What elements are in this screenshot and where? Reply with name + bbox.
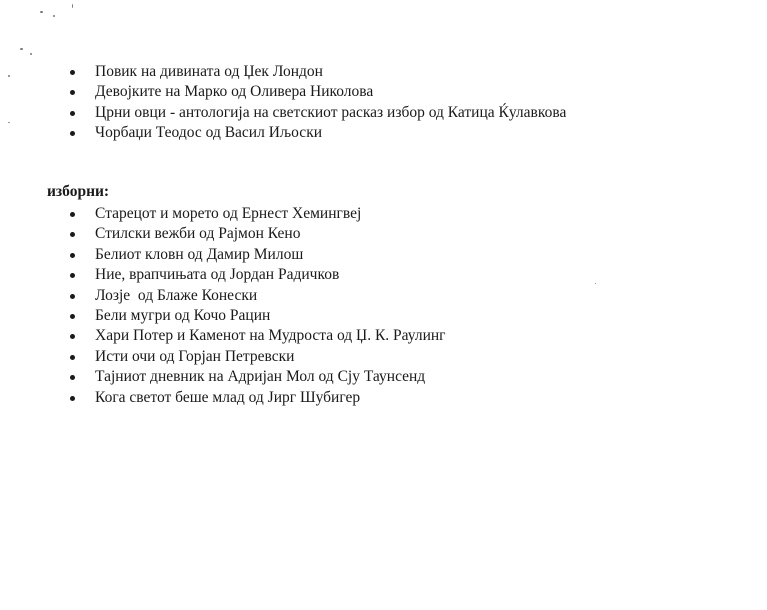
list-item — [70, 82, 566, 102]
bullet-icon — [70, 334, 75, 339]
bullet-icon — [70, 212, 75, 217]
bullet-icon — [70, 314, 75, 319]
elective-heading: изборни: — [47, 183, 110, 200]
book-title: Старецот и морето од Ернест Хемингвеј — [95, 205, 362, 222]
list-item — [70, 103, 566, 123]
book-title: Бели мугри од Кочо Рацин — [95, 306, 271, 324]
book-title: Девојките на Марко од Оливера Николова — [95, 83, 374, 101]
book-title: Чорбаџи Теодос од Васил Иљоски — [95, 124, 323, 142]
list-item — [70, 388, 446, 408]
book-title: Хари Потер и Каменот на Мудроста од Џ. К. Раулинг — [95, 327, 446, 345]
book-title: Црни овци - антологија на светскиот расказ избор од Катица Ќулавкова — [95, 103, 567, 121]
book-title: Кога светот беше млад од Јирг Шубигер — [95, 388, 361, 406]
bullet-icon — [70, 70, 75, 75]
bullet-icon — [70, 273, 75, 278]
list-item — [70, 224, 446, 244]
scan-speck — [40, 11, 43, 13]
book-title: Исти очи од Горјан Петревски — [95, 347, 295, 365]
list-item — [70, 286, 446, 306]
book-title: Ние, врапчињата од Јордан Радичков — [95, 266, 340, 284]
list-item — [70, 367, 446, 387]
elective-reading-list — [70, 204, 446, 408]
bullet-icon — [70, 111, 75, 116]
bullet-icon — [70, 375, 75, 380]
scan-speck — [53, 15, 55, 17]
scan-speck — [8, 122, 10, 123]
scan-speck — [72, 4, 73, 8]
list-item — [70, 326, 446, 346]
book-title: Стилски вежби од Рајмон Кено — [95, 225, 301, 243]
list-item — [70, 306, 446, 326]
scan-speck — [20, 48, 23, 50]
book-title: Белиот кловн од Дамир Милош — [95, 245, 304, 263]
list-item — [70, 62, 566, 82]
scan-speck — [30, 53, 32, 55]
list-item — [70, 265, 446, 285]
book-title: Лозје од Блаже Конески — [95, 286, 258, 304]
book-title: Повик на дивината од Џек Лондон — [95, 63, 323, 80]
bullet-icon — [70, 131, 75, 136]
list-item — [70, 123, 566, 143]
list-item — [70, 347, 446, 367]
bullet-icon — [70, 355, 75, 360]
bullet-icon — [70, 294, 75, 299]
bullet-icon — [70, 396, 75, 401]
list-item — [70, 245, 446, 265]
scan-speck — [595, 283, 596, 284]
list-item — [70, 204, 446, 224]
bullet-icon — [70, 232, 75, 237]
bullet-icon — [70, 253, 75, 258]
required-reading-list — [70, 62, 566, 144]
book-title: Тајниот дневник на Адријан Мол од Сју Таунсенд — [95, 368, 426, 386]
bullet-icon — [70, 90, 75, 95]
scan-speck — [8, 75, 10, 77]
